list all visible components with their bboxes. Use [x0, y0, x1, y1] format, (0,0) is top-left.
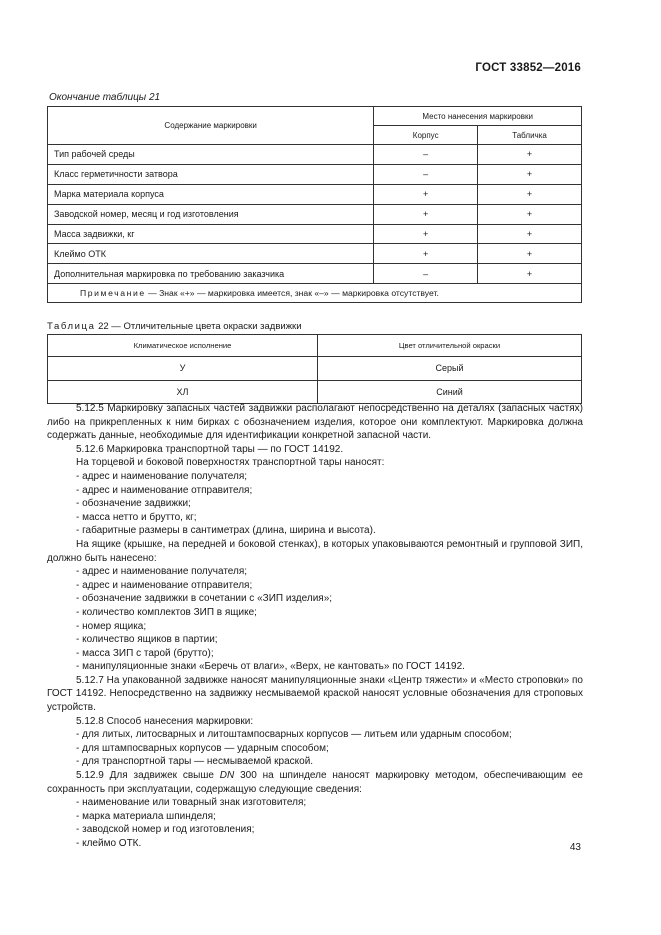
row-label: Класс герметичности затвора — [48, 164, 374, 184]
row-label: Заводской номер, месяц и год изготовления — [48, 204, 374, 224]
paragraph-5-12-9 — [47, 769, 583, 796]
climate-cell: У — [48, 357, 318, 381]
row-plate-sign: + — [478, 164, 582, 184]
marking-table — [47, 106, 582, 303]
row-label: Марка материала корпуса — [48, 184, 374, 204]
table-row — [48, 244, 582, 264]
col-header-content: Содержание маркировки — [48, 107, 374, 145]
p7-dn: DN — [219, 770, 235, 782]
row-plate-sign: + — [478, 244, 582, 264]
col-header-body: Корпус — [374, 126, 478, 145]
row-label: Масса задвижки, кг — [48, 224, 374, 244]
table-row — [48, 380, 582, 404]
table-row — [48, 264, 582, 284]
list-item: - для транспортной тары — несмываемой краской. — [76, 756, 314, 768]
color-cell: Серый — [318, 357, 582, 381]
col-header-climate: Климатическое исполнение — [48, 335, 318, 357]
row-body-sign: + — [374, 244, 478, 264]
row-plate-sign: + — [478, 264, 582, 284]
list-item: - масса нетто и брутто, кг; — [76, 511, 197, 523]
list-item: - габаритные размеры в сантиметрах (длина, ширина и высота). — [76, 525, 376, 537]
note-text: — Знак «+» — маркировка имеется, знак «–» — маркировка отсутствует. — [145, 288, 439, 299]
row-body-sign: – — [374, 164, 478, 184]
col-header-place: Место нанесения маркировки — [374, 107, 582, 126]
paragraph-5-12-8: 5.12.8 Способ нанесения маркировки: — [76, 715, 254, 727]
table-row — [48, 204, 582, 224]
table22-caption-rest: 22 — Отличительные цвета окраски задвижки — [95, 321, 302, 332]
table22-caption — [47, 321, 302, 332]
col-header-color: Цвет отличительной окраски — [318, 335, 582, 357]
list-item: - адрес и наименование получателя; — [76, 566, 248, 578]
row-label: Дополнительная маркировка по требованию заказчика — [48, 264, 374, 284]
row-plate-sign: + — [478, 145, 582, 165]
table-row — [48, 145, 582, 165]
body-text — [47, 402, 583, 851]
row-body-sign: – — [374, 145, 478, 165]
list-item: - масса ЗИП с тарой (брутто); — [76, 647, 214, 659]
paragraph-5-12-7: 5.12.7 На упакованной задвижке наносят манипуляционные знаки «Центр тяжести» и «Место строповки» по ГОСТ 14192. Непосредственно на задвижку несмываемой краской наносят условные обозначения для строповых устройств. — [47, 674, 583, 714]
row-body-sign: – — [374, 264, 478, 284]
list-item: - наименование или товарный знак изготовителя; — [76, 797, 307, 809]
row-body-sign: + — [374, 184, 478, 204]
col-header-plate: Табличка — [478, 126, 582, 145]
table-note — [48, 284, 582, 303]
table-row — [48, 184, 582, 204]
list-item: - клеймо ОТК. — [76, 838, 142, 849]
table-row — [48, 164, 582, 184]
table-row — [48, 224, 582, 244]
climate-cell: ХЛ — [48, 380, 318, 404]
table-row — [48, 357, 582, 381]
list-item: - адрес и наименование отправителя; — [76, 579, 253, 591]
list-item: - количество ящиков в партии; — [76, 634, 218, 646]
color-cell: Синий — [318, 380, 582, 404]
paragraph-transport-surfaces: На торцевой и боковой поверхностях транспортной тары наносят: — [76, 457, 385, 469]
paragraph-spare-box: На ящике (крышке, на передней и боковой стенках), в которых упаковываются ремонтный и групповой ЗИП, должно быть нанесено: — [47, 538, 583, 564]
p7-start: 5.12.9 Для задвижек свыше — [76, 770, 220, 782]
color-table — [47, 334, 582, 404]
list-item: - для литых, литосварных и литоштампосварных корпусов — литьем или ударным способом; — [76, 729, 512, 741]
paragraph-5-12-6: 5.12.6 Маркировка транспортной тары — по ГОСТ 14192. — [76, 443, 344, 455]
list-item: - заводской номер и год изготовления; — [76, 824, 255, 836]
paragraph-5-12-5: 5.12.5 Маркировку запасных частей задвижки располагают непосредственно на деталях (запасных частях) либо на прикрепленных к ним бирках с обозначением изделия, которое они комплектуют. Маркировка должна содержать данные, необходимые для идентификации конкретной запасной части. — [47, 403, 583, 442]
p7-end: 300 на шпинделе наносят маркировку методом, обеспечивающим ее сохранность при эксплуатации, содержащую следующие сведения: — [47, 770, 583, 795]
table21-caption: Окончание таблицы 21 — [49, 92, 161, 103]
list-item: - номер ящика; — [76, 620, 147, 632]
list-item: - обозначение задвижки; — [76, 498, 191, 510]
list-item: - марка материала шпинделя; — [76, 810, 216, 822]
row-body-sign: + — [374, 204, 478, 224]
row-plate-sign: + — [478, 224, 582, 244]
note-word: Примечание — [80, 288, 146, 299]
document-header-id: ГОСТ 33852—2016 — [475, 62, 581, 74]
list-item: - для штампосварных корпусов — ударным способом; — [76, 742, 329, 754]
list-item: - адрес и наименование получателя; — [76, 470, 248, 482]
list-item: - адрес и наименование отправителя; — [76, 484, 253, 496]
row-label: Тип рабочей среды — [48, 145, 374, 165]
row-label: Клеймо ОТК — [48, 244, 374, 264]
list-item: - манипуляционные знаки «Беречь от влаги», «Верх, не кантовать» по ГОСТ 14192. — [76, 661, 465, 673]
list-item: - обозначение задвижки в сочетании с «ЗИП изделия»; — [76, 593, 333, 605]
row-plate-sign: + — [478, 184, 582, 204]
list-item: - количество комплектов ЗИП в ящике; — [76, 606, 257, 618]
row-plate-sign: + — [478, 204, 582, 224]
row-body-sign: + — [374, 224, 478, 244]
page-number: 43 — [569, 842, 581, 853]
table22-caption-word: Таблица — [47, 321, 96, 332]
